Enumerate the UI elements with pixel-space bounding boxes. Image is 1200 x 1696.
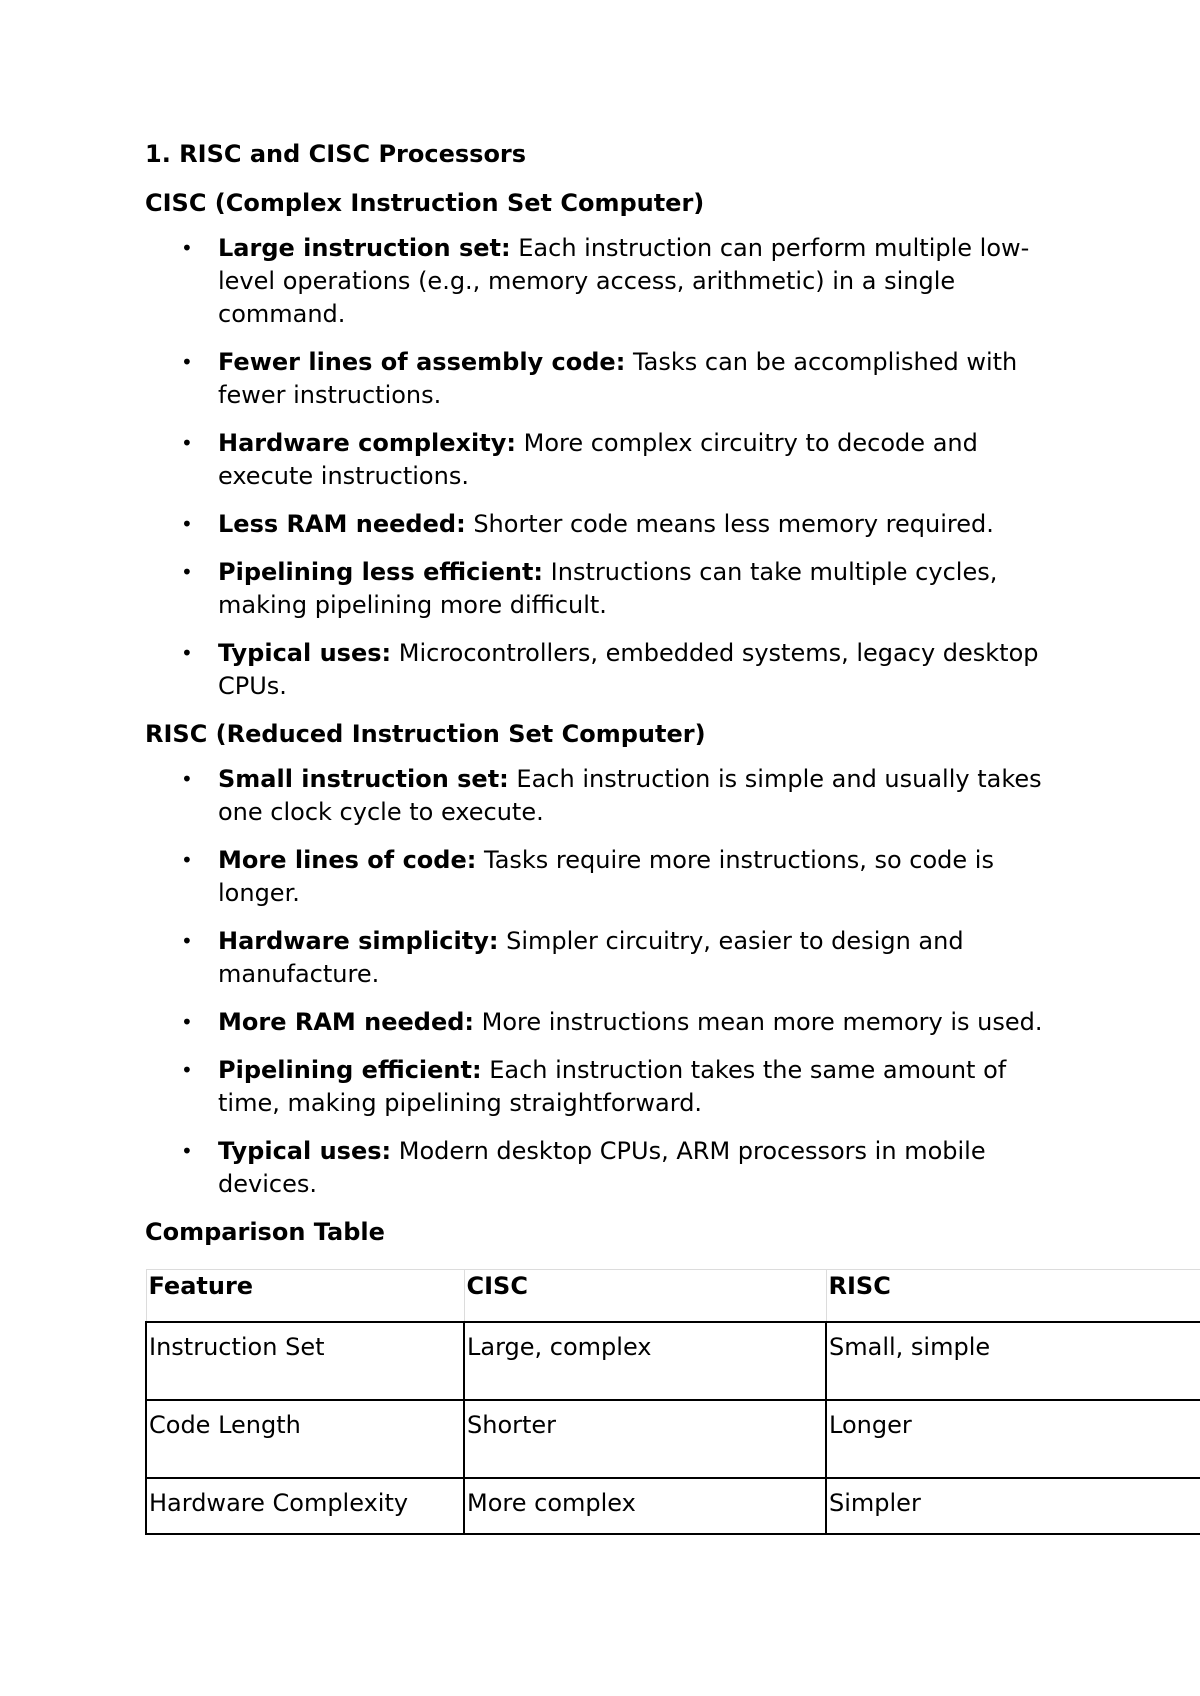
item-term: Small instruction set: — [218, 765, 509, 793]
column-header: RISC — [826, 1270, 1200, 1322]
item-term: Large instruction set: — [218, 234, 511, 262]
item-text: More instructions mean more memory is used. — [481, 1008, 1043, 1036]
item-term: More RAM needed: — [218, 1008, 475, 1036]
cisc-list — [145, 232, 1050, 703]
list-item — [145, 508, 1050, 541]
item-term: Hardware simplicity: — [218, 927, 499, 955]
list-item — [145, 637, 1050, 703]
bullet-icon: • — [181, 1010, 193, 1034]
bullet-icon: • — [181, 1058, 193, 1082]
item-term: Fewer lines of assembly code: — [218, 348, 626, 376]
item-text: Simpler circuitry, easier to design and manufacture. — [218, 927, 964, 988]
list-item — [145, 1054, 1050, 1120]
column-header: CISC — [464, 1270, 826, 1322]
item-text: Modern desktop CPUs, ARM processors in mobile devices. — [218, 1137, 986, 1198]
table-header-row — [146, 1270, 1200, 1322]
table-cell: More complex — [464, 1478, 826, 1534]
list-item — [145, 844, 1050, 910]
list-item — [145, 925, 1050, 991]
item-text: Instructions can take multiple cycles, making pipelining more difficult. — [218, 558, 998, 619]
bullet-icon: • — [181, 641, 193, 665]
column-header: Feature — [146, 1270, 464, 1322]
table-cell: Large, complex — [464, 1322, 826, 1400]
table-cell: Shorter — [464, 1400, 826, 1478]
bullet-icon: • — [181, 236, 193, 260]
bullet-icon: • — [181, 512, 193, 536]
bullet-icon: • — [181, 350, 193, 374]
table-cell: Longer — [826, 1400, 1200, 1478]
bullet-icon: • — [181, 1139, 193, 1163]
comparison-heading: Comparison Table — [145, 1218, 385, 1246]
table-row — [146, 1322, 1200, 1400]
section-title: 1. RISC and CISC Processors — [145, 140, 527, 168]
bullet-icon: • — [181, 560, 193, 584]
item-text: Each instruction takes the same amount of time, making pipelining straightforward. — [218, 1056, 1007, 1117]
item-text: Tasks require more instructions, so code is longer. — [218, 846, 994, 907]
comparison-table — [145, 1269, 1200, 1535]
bullet-icon: • — [181, 929, 193, 953]
document-page — [145, 138, 1200, 1535]
item-text: Shorter code means less memory required. — [473, 510, 994, 538]
list-item — [145, 763, 1050, 829]
item-term: More lines of code: — [218, 846, 477, 874]
item-term: Typical uses: — [218, 639, 392, 667]
bullet-icon: • — [181, 767, 193, 791]
table-cell: Simpler — [826, 1478, 1200, 1534]
risc-heading: RISC (Reduced Instruction Set Computer) — [145, 720, 706, 748]
item-term: Hardware complexity: — [218, 429, 516, 457]
table-row — [146, 1478, 1200, 1534]
cisc-heading: CISC (Complex Instruction Set Computer) — [145, 189, 705, 217]
item-term: Pipelining efficient: — [218, 1056, 482, 1084]
list-item — [145, 346, 1050, 412]
list-item — [145, 1135, 1050, 1201]
item-text: Microcontrollers, embedded systems, legacy desktop CPUs. — [218, 639, 1039, 700]
bullet-icon: • — [181, 431, 193, 455]
item-term: Typical uses: — [218, 1137, 392, 1165]
item-text: Each instruction can perform multiple low-level operations (e.g., memory access, arithmetic) in a single command. — [218, 234, 1030, 328]
table-cell: Small, simple — [826, 1322, 1200, 1400]
item-text: More complex circuitry to decode and execute instructions. — [218, 429, 978, 490]
list-item — [145, 1006, 1050, 1039]
table-cell: Instruction Set — [146, 1322, 464, 1400]
item-text: Tasks can be accomplished with fewer instructions. — [218, 348, 1018, 409]
list-item — [145, 556, 1050, 622]
risc-list — [145, 763, 1050, 1201]
item-text: Each instruction is simple and usually takes one clock cycle to execute. — [218, 765, 1042, 826]
table-cell: Code Length — [146, 1400, 464, 1478]
table-row — [146, 1400, 1200, 1478]
table-cell: Hardware Complexity — [146, 1478, 464, 1534]
item-term: Pipelining less efficient: — [218, 558, 544, 586]
list-item — [145, 232, 1050, 331]
bullet-icon: • — [181, 848, 193, 872]
item-term: Less RAM needed: — [218, 510, 466, 538]
list-item — [145, 427, 1050, 493]
